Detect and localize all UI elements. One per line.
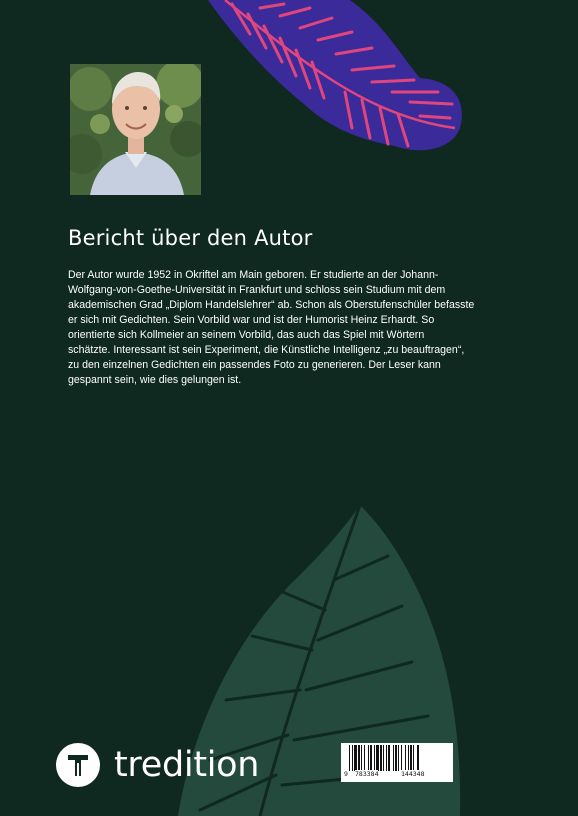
feather-illustration [208,0,462,150]
bio-line: Wolfgang-von-Goethe-Universität in Frankfurt und schloss sein Studium mit dem [68,284,446,296]
barcode-digits-right: 144348 [401,770,425,778]
bio-line: akademischen Grad „Diplom Handelslehrer“ ab. Schon als Oberstufenschüler befasste [68,299,475,311]
barcode-digits-left: 783384 [355,770,379,778]
publisher-name: tredition [114,745,260,785]
bio-line: Der Autor wurde 1952 in Okriftel am Main geboren. Er studierte an der Johann- [68,269,439,281]
isbn-barcode [341,743,453,782]
bio-line: zu den einzelnen Gedichten ein passendes Foto zu generieren. Der Leser kann [68,359,441,371]
bio-line: er sich mit Gedichten. Sein Vorbild war und ist der Humorist Heinz Erhardt. So [68,314,435,326]
bio-line: orientierte sich Kollmeier an seinem Vorbild, das auch das Spiel mit Wörtern [68,329,425,341]
author-section-title: Bericht über den Autor [68,226,313,250]
publisher-logo [56,743,259,787]
bio-line: schätzte. Interessant ist sein Experiment, die Künstliche Intelligenz „zu beauftragen“, [68,344,465,356]
barcode-digit-lead: 9 [344,770,348,778]
author-bio [68,268,514,388]
author-photo [70,64,201,195]
tredition-logo-icon [56,743,100,787]
bio-line: gespannt sein, wie dies gelungen ist. [68,374,242,386]
